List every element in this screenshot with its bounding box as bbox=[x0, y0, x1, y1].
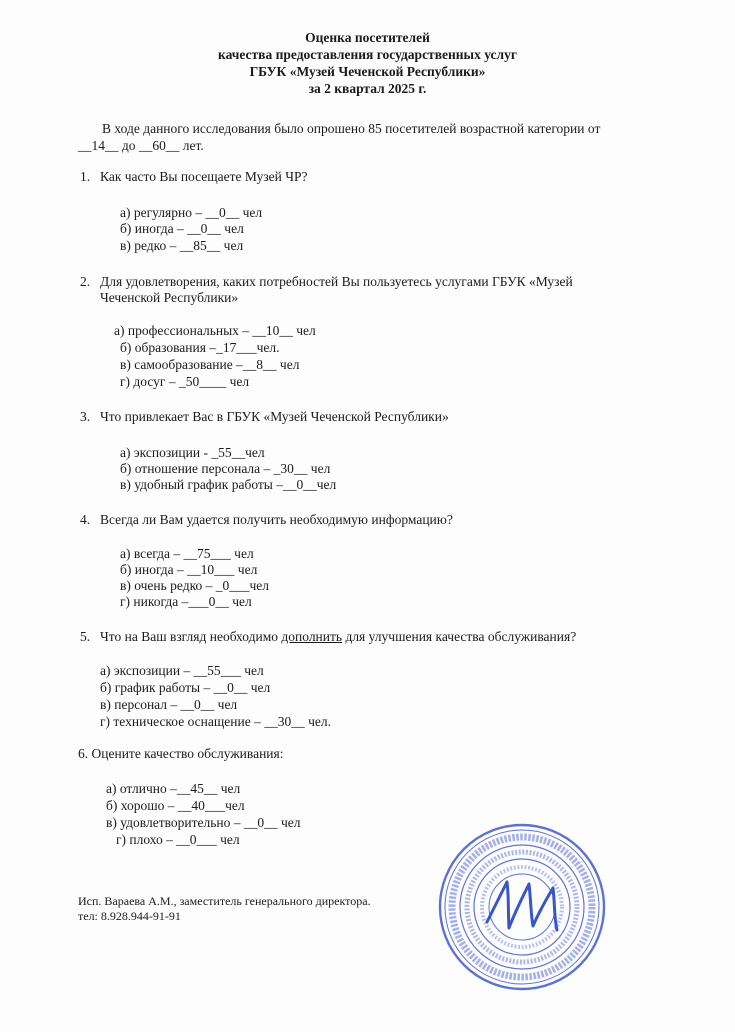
doc-title-line3: ГБУК «Музей Чеченской Республики» bbox=[249, 64, 486, 79]
question-5 bbox=[80, 628, 576, 645]
answer-5a: а) экспозиции – __55___ чел bbox=[100, 663, 264, 678]
answer-6d: г) плохо – __0___ чел bbox=[116, 832, 240, 847]
question-text-end: для улучшения качества обслуживания? bbox=[342, 629, 577, 644]
question-text-start: Что на Ваш взгляд необходимо bbox=[100, 629, 282, 644]
answer-2b: б) образования –_17___чел. bbox=[120, 340, 280, 355]
handwritten-signature bbox=[487, 882, 557, 930]
question-6 bbox=[78, 745, 283, 762]
answer-5d: г) техническое оснащение – __30__ чел. bbox=[100, 714, 331, 729]
question-1 bbox=[80, 168, 308, 185]
answer-4d: г) никогда –___0__ чел bbox=[120, 594, 252, 609]
intro-line2: __14__ до __60__ лет. bbox=[78, 138, 204, 153]
stamp-center-ring bbox=[489, 874, 555, 940]
answer-4a: а) всегда – __75___ чел bbox=[120, 546, 254, 561]
question-text: Что привлекает Вас в ГБУК «Музей Чеченской Республики» bbox=[100, 409, 449, 424]
question-number: 4. bbox=[80, 512, 91, 527]
question-number: 3. bbox=[80, 409, 91, 424]
question-number: 5. bbox=[80, 629, 91, 644]
question-3 bbox=[80, 408, 449, 425]
answer-3b: б) отношение персонала – _30__ чел bbox=[120, 461, 331, 476]
question-number: 2. bbox=[80, 274, 91, 289]
answer-3c: в) удобный график работы –__0__чел bbox=[120, 477, 337, 492]
answer-2d: г) досуг – _50____ чел bbox=[120, 374, 250, 389]
doc-title-line4: за 2 квартал 2025 г. bbox=[308, 81, 427, 96]
answer-4c: в) очень редко – _0___чел bbox=[120, 578, 270, 593]
question-number: 1. bbox=[80, 169, 91, 184]
stamp-mid-ring bbox=[460, 845, 584, 969]
official-stamp bbox=[437, 822, 607, 992]
answer-1a: а) регулярно – __0__ чел bbox=[120, 205, 263, 220]
stamp-text-band bbox=[452, 837, 592, 977]
question-text: Всегда ли Вам удается получить необходимую информацию? bbox=[100, 512, 453, 527]
answer-1c: в) редко – __85__ чел bbox=[120, 238, 244, 253]
answer-2c: в) самообразование –__8__ чел bbox=[120, 357, 300, 372]
question-text: Как часто Вы посещаете Музей ЧР? bbox=[100, 169, 308, 184]
doc-title-line1: Оценка посетителей bbox=[305, 30, 430, 45]
question-4 bbox=[80, 511, 453, 528]
intro-line1: В ходе данного исследования было опрошено 85 посетителей возрастной категории от bbox=[102, 121, 601, 136]
question-text: Оцените качество обслуживания: bbox=[91, 746, 284, 761]
answer-1b: б) иногда – __0__ чел bbox=[120, 221, 244, 236]
answer-2a: а) профессиональных – __10__ чел bbox=[114, 323, 316, 338]
answer-3a: а) экспозиции - _55__чел bbox=[120, 445, 265, 460]
answer-5b: б) график работы – __0__ чел bbox=[100, 680, 271, 695]
doc-title-line2: качества предоставления государственных услуг bbox=[218, 47, 517, 62]
question-2 bbox=[80, 273, 573, 290]
stamp-seal bbox=[440, 825, 604, 989]
answer-6a: а) отлично –__45__ чел bbox=[106, 781, 241, 796]
question-2-cont: Чеченской Республики» bbox=[100, 290, 239, 305]
phone-line: тел: 8.928.944-91-91 bbox=[78, 909, 181, 923]
answer-5c: в) персонал – __0__ чел bbox=[100, 697, 238, 712]
answer-6b: б) хорошо – __40___чел bbox=[106, 798, 245, 813]
executor-line: Исп. Вараева А.М., заместитель генерального директора. bbox=[78, 894, 371, 908]
question-text: Для удовлетворения, каких потребностей Вы пользуетесь услугами ГБУК «Музей bbox=[100, 274, 573, 289]
answer-4b: б) иногда – __10___ чел bbox=[120, 562, 258, 577]
question-number: 6. bbox=[78, 746, 89, 761]
question-text-underlined: дополнить bbox=[281, 629, 343, 644]
answer-6c: в) удовлетворительно – __0__ чел bbox=[106, 815, 301, 830]
